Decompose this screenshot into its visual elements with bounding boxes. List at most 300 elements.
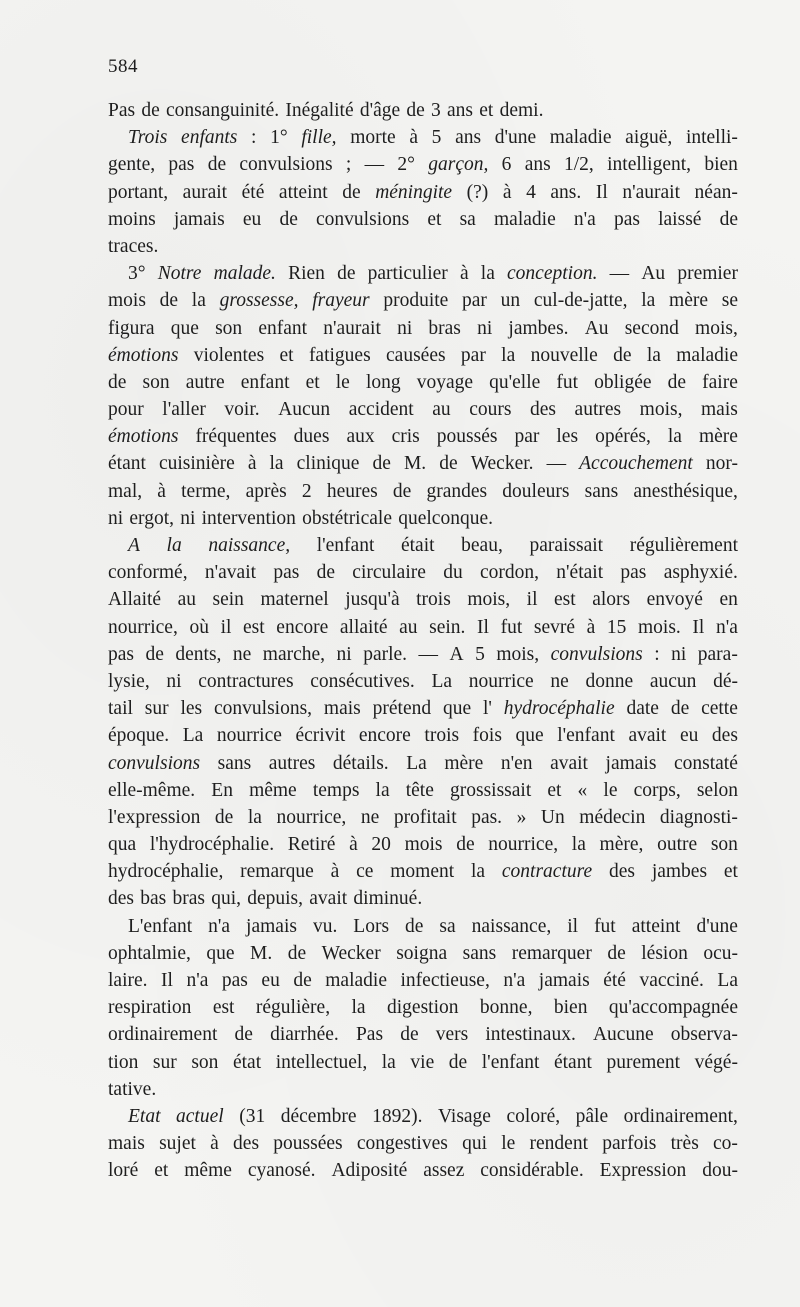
text-line	[108, 861, 738, 888]
text-word: dou-	[702, 1160, 738, 1182]
text-word: mère,	[599, 834, 644, 856]
text-word: au	[432, 399, 451, 421]
text-word: Pas	[108, 100, 136, 121]
text-line	[108, 997, 738, 1024]
text-word: ordinairement,	[623, 1105, 738, 1127]
text-word: intestinaux.	[485, 1024, 576, 1046]
text-line	[108, 127, 738, 154]
text-line	[108, 943, 738, 970]
text-word: de	[234, 1024, 253, 1046]
text-word: moment	[390, 861, 455, 883]
text-word: écrivit	[295, 725, 346, 747]
text-word: trois	[416, 589, 451, 611]
text-word: ne	[550, 670, 569, 692]
text-line	[108, 834, 738, 861]
text-word: date	[626, 698, 659, 720]
text-word: à	[502, 181, 512, 203]
text-word: la	[470, 861, 486, 883]
text-word: circulaire	[352, 562, 426, 584]
text-line	[108, 535, 738, 562]
text-word: de	[372, 453, 391, 475]
text-word: second	[624, 317, 679, 339]
text-word: purement	[606, 1051, 681, 1073]
text-word: sa	[439, 915, 456, 937]
text-word: n'a	[503, 970, 526, 991]
text-word: outre	[657, 834, 698, 856]
text-word: après	[245, 480, 287, 502]
text-word: l'expression	[108, 806, 201, 828]
text-line	[108, 644, 738, 671]
text-word: jamais	[538, 970, 590, 991]
text-word: à	[459, 263, 469, 285]
text-word: à	[586, 616, 596, 638]
text-word: de	[405, 915, 424, 937]
text-word: tail	[108, 698, 133, 720]
text-word: 15	[606, 616, 627, 638]
text-word: parle.	[363, 643, 408, 665]
text-word: à	[330, 861, 340, 883]
text-line	[108, 318, 738, 345]
text-word: les	[556, 426, 579, 448]
text-word: n'en	[500, 752, 533, 774]
text-word: loré	[108, 1160, 139, 1182]
text-word: pour	[108, 399, 144, 421]
text-word: le	[603, 779, 618, 801]
text-word: M.	[250, 942, 273, 964]
text-word: diagnosti-	[659, 806, 738, 828]
text-word: des	[530, 399, 556, 421]
text-word: contractures	[198, 670, 294, 692]
text-word: l'enfant	[316, 535, 375, 556]
text-word: nourrice,	[276, 806, 347, 828]
text-word: la	[381, 1051, 396, 1073]
text-line	[108, 154, 738, 181]
text-word: l'enfant	[481, 1051, 540, 1073]
text-word: émotions	[108, 426, 179, 448]
text-word: considérable.	[480, 1160, 584, 1182]
text-word: de	[316, 562, 336, 584]
text-word: il	[220, 616, 232, 638]
text-word: tête	[405, 779, 434, 801]
text-word: —	[609, 263, 630, 285]
text-word: elle-même.	[108, 779, 196, 801]
text-word: d'une	[494, 127, 537, 149]
text-word: nouvelle	[530, 344, 598, 366]
text-word: l'	[482, 698, 492, 720]
text-word: les	[180, 698, 203, 720]
text-word: particulier	[367, 263, 448, 285]
text-word: de	[456, 834, 475, 856]
text-word: est	[243, 616, 265, 638]
text-word: atteint	[631, 915, 681, 937]
text-word: 6	[501, 154, 512, 176]
text-word: digestion	[387, 997, 459, 1019]
text-word: fille,	[301, 127, 337, 149]
text-line	[108, 372, 738, 399]
text-word: qua	[108, 834, 137, 856]
text-word: et	[305, 371, 320, 393]
text-line	[108, 481, 738, 508]
text-word: la	[375, 779, 390, 801]
text-word: La	[406, 752, 427, 774]
text-line	[108, 970, 738, 997]
text-word: asphyxié.	[663, 562, 738, 584]
text-word: étant	[553, 1051, 592, 1073]
text-word: A	[128, 535, 140, 556]
text-word: obstétricale	[302, 507, 392, 529]
text-word: anesthésique,	[633, 480, 738, 502]
text-word: aurait	[182, 181, 228, 203]
text-word: eu	[261, 970, 280, 991]
text-word: intellectuel,	[275, 1051, 368, 1073]
page-number: 584	[108, 56, 138, 77]
text-word: nourrice	[468, 670, 534, 692]
text-word: de	[670, 698, 690, 720]
text-word: autres	[268, 752, 316, 774]
text-word: bas	[140, 888, 167, 910]
text-word: des	[711, 725, 738, 747]
text-word: méningite	[375, 181, 453, 203]
text-word: Retiré	[287, 834, 336, 856]
text-word: en	[719, 589, 738, 611]
text-word: cette	[701, 698, 738, 720]
text-word: portant,	[108, 181, 169, 203]
text-word: consanguinité.	[165, 100, 280, 121]
text-word: pas	[620, 562, 647, 584]
text-word: maladie	[325, 970, 387, 991]
text-word: clinique	[296, 453, 360, 475]
text-word: même	[249, 779, 297, 801]
text-word: Visage	[437, 1105, 491, 1127]
text-word: est	[554, 589, 576, 611]
text-word: de	[293, 970, 312, 991]
text-word: :	[654, 643, 660, 665]
text-word: trois	[424, 725, 460, 747]
text-line	[108, 1079, 738, 1106]
text-word: Lors	[353, 915, 390, 937]
text-word: sein.	[429, 616, 466, 638]
text-word: époque.	[108, 725, 170, 747]
text-word: de	[439, 453, 458, 475]
text-word: de	[719, 208, 738, 230]
text-word: Inégalité	[285, 100, 354, 121]
text-word: et	[279, 344, 294, 366]
text-word: ni	[671, 643, 687, 665]
text-word: cordon,	[479, 562, 540, 584]
text-word: voyage	[416, 371, 474, 393]
text-word: de	[141, 100, 160, 121]
text-word: Au	[641, 263, 666, 285]
text-word: produite	[383, 290, 449, 312]
text-word: consécutives.	[310, 670, 415, 692]
text-word: convulsions	[239, 154, 333, 176]
text-line	[108, 617, 738, 644]
text-word: Aucun	[278, 399, 331, 421]
text-word: la	[166, 535, 182, 556]
text-word: détails.	[332, 752, 389, 774]
text-word: par	[514, 426, 540, 448]
text-word: :	[251, 127, 257, 149]
text-word: à	[210, 1133, 219, 1155]
text-word: vers	[435, 1024, 469, 1046]
text-word: état	[232, 1051, 262, 1073]
text-word: premier	[677, 263, 738, 285]
text-word: de	[159, 290, 179, 312]
text-word: soigna	[396, 942, 448, 964]
text-word: ni	[336, 643, 352, 665]
text-word: voir.	[224, 399, 260, 421]
text-word: sans	[584, 480, 619, 502]
text-word: parfois	[602, 1133, 657, 1155]
text-word: pas	[613, 208, 640, 230]
text-word: d'âge	[359, 100, 401, 121]
text-word: causées	[386, 344, 446, 366]
text-word: Expression	[599, 1160, 687, 1182]
text-line	[108, 589, 738, 616]
text-word: remarque	[240, 861, 314, 883]
text-word: sa	[459, 208, 476, 230]
text-word: intervention	[201, 507, 296, 529]
text-word: mais	[701, 399, 738, 421]
text-word: frayeur	[312, 290, 370, 312]
text-word: et	[154, 1160, 169, 1182]
text-word: constaté	[673, 752, 738, 774]
text-word: grandes	[426, 480, 488, 502]
text-word: de	[145, 643, 164, 665]
text-word: La	[431, 670, 453, 692]
text-word: hydrocéphalie,	[108, 861, 224, 883]
text-word: aux	[346, 426, 375, 448]
text-line	[108, 1052, 738, 1079]
text-word: il	[567, 915, 579, 937]
text-word: opérés,	[595, 426, 651, 448]
text-word: été	[603, 970, 626, 991]
text-word: et	[427, 208, 442, 230]
text-word: eu	[679, 725, 699, 747]
text-word: pâle	[575, 1105, 609, 1127]
text-word: —	[546, 453, 567, 475]
text-line	[108, 345, 738, 372]
text-word: que	[206, 942, 235, 964]
text-word: qui,	[211, 888, 241, 910]
text-word: mois,	[695, 317, 738, 339]
text-word: de	[406, 100, 425, 121]
text-word: dues	[293, 426, 330, 448]
text-word: vacciné.	[639, 970, 704, 991]
text-word: Wecker.	[470, 453, 534, 475]
text-word: que	[515, 725, 544, 747]
text-word: et	[547, 779, 562, 801]
text-word: qu'elle	[489, 371, 541, 393]
text-word: la	[641, 290, 656, 312]
text-word: très	[670, 1133, 699, 1155]
text-word: par	[460, 344, 486, 366]
text-word: autres	[574, 399, 622, 421]
text-word: rendent	[529, 1133, 589, 1155]
text-line	[108, 453, 738, 480]
text-word: beau,	[461, 535, 503, 556]
text-word: convulsions	[108, 752, 201, 774]
text-word: naissance,	[471, 915, 552, 937]
text-word: jambes	[651, 861, 708, 883]
text-word: 1/2,	[564, 154, 594, 176]
text-word: corps,	[633, 779, 681, 801]
text-word: diarrhée.	[270, 1024, 339, 1046]
text-word: était	[400, 535, 435, 556]
text-line	[108, 725, 738, 752]
text-word: depuis,	[247, 888, 304, 910]
text-word: de	[207, 154, 227, 176]
text-word: 5	[431, 127, 442, 149]
text-word: qui	[462, 1133, 487, 1155]
text-word: —	[418, 643, 439, 665]
text-word: gente,	[108, 154, 156, 176]
text-line	[108, 1024, 738, 1051]
text-word: maternel	[260, 589, 329, 611]
text-word: M.	[403, 453, 427, 475]
text-word: la	[191, 290, 206, 312]
text-word: à	[247, 453, 257, 475]
text-word: contracture	[501, 861, 593, 883]
text-word: vie	[410, 1051, 435, 1073]
text-word: Trois	[128, 127, 168, 149]
text-line	[108, 1160, 738, 1187]
text-word: garçon,	[428, 154, 489, 176]
text-word: de	[392, 480, 412, 502]
text-word: —	[364, 154, 385, 176]
text-word: nourrice,	[488, 834, 559, 856]
text-word: qu'accompagnée	[608, 997, 738, 1019]
text-word: ni	[397, 317, 413, 339]
text-word: régulière,	[255, 997, 331, 1019]
text-word: conception.	[507, 263, 598, 285]
text-word: néan-	[694, 181, 738, 203]
text-word: hydrocéphalie	[503, 698, 615, 720]
text-word: son	[215, 317, 243, 339]
text-word: fois	[472, 725, 502, 747]
text-word: bras	[172, 888, 205, 910]
text-word: morte	[350, 127, 396, 149]
text-word: malade.	[213, 263, 276, 285]
text-word: la	[571, 834, 586, 856]
text-word: enfant	[240, 371, 290, 393]
text-word: cul-de-jatte,	[533, 290, 628, 312]
text-word: de	[667, 371, 687, 393]
text-word: dents,	[175, 643, 222, 665]
text-word: se	[721, 290, 738, 312]
text-word: de	[214, 806, 234, 828]
text-word: pas	[221, 970, 248, 991]
text-word: de	[607, 942, 626, 964]
text-line	[108, 698, 738, 725]
text-line	[108, 753, 738, 780]
text-line	[108, 508, 738, 535]
text-line	[108, 888, 738, 915]
text-word: mère	[444, 752, 484, 774]
text-word: lésion	[641, 942, 688, 964]
text-word: mal,	[108, 480, 143, 502]
text-word: cuisinière	[158, 453, 235, 475]
text-word: ni	[166, 670, 182, 692]
text-word: ordinairement	[108, 1024, 218, 1046]
text-word: 3°	[128, 263, 146, 285]
text-word: poussés	[436, 426, 498, 448]
text-word: que	[442, 698, 472, 720]
text-word: 4	[526, 181, 536, 203]
text-word: 3	[431, 100, 441, 121]
text-word: avait	[550, 752, 588, 774]
text-word: la	[247, 806, 262, 828]
text-word: ;	[345, 154, 352, 176]
text-word: à	[157, 480, 166, 502]
text-word: l'enfant	[557, 725, 615, 747]
text-word: fut	[594, 915, 616, 937]
text-word: au	[177, 589, 196, 611]
text-word: l'hydrocéphalie.	[149, 834, 275, 856]
text-word: jambes.	[508, 317, 569, 339]
text-word: long	[365, 371, 401, 393]
text-word: »	[516, 806, 527, 828]
text-word: para-	[697, 643, 738, 665]
text-word: végé-	[694, 1051, 738, 1073]
text-word: que	[170, 317, 199, 339]
body-text	[108, 100, 738, 1188]
text-word: encore	[276, 616, 329, 638]
text-word: n'était	[556, 562, 604, 584]
text-word: temps	[312, 779, 360, 801]
text-word: fut	[556, 371, 579, 393]
text-word: allaité	[339, 616, 388, 638]
text-word: de	[400, 1024, 419, 1046]
text-word: 1°	[270, 127, 288, 149]
text-word: n'a	[208, 915, 231, 937]
text-word: naissance,	[208, 535, 291, 556]
text-word: Adiposité	[331, 1160, 408, 1182]
text-line	[108, 1106, 738, 1133]
text-word: des	[608, 861, 635, 883]
text-word: ne	[232, 643, 252, 665]
text-line	[108, 100, 738, 127]
text-word: bien	[553, 997, 588, 1019]
text-word: douleurs	[502, 480, 570, 502]
text-word: à	[349, 834, 358, 856]
text-word: tative.	[108, 1078, 157, 1100]
text-word: Il	[692, 616, 705, 638]
text-word: alors	[592, 589, 631, 611]
text-word: Aucune	[592, 1024, 654, 1046]
text-word: ni	[180, 507, 196, 529]
text-word: mois	[108, 290, 146, 312]
text-word: bonne,	[479, 997, 533, 1019]
text-word: Au	[584, 317, 609, 339]
text-word: vu.	[312, 915, 338, 937]
text-line	[108, 399, 738, 426]
text-word: le	[335, 371, 350, 393]
text-word: ocu-	[703, 942, 738, 964]
text-word: ni	[108, 507, 124, 529]
text-word: au	[399, 616, 418, 638]
text-word: fut	[500, 616, 523, 638]
text-word: jamais	[605, 752, 657, 774]
text-word: mère	[698, 426, 738, 448]
text-word: eu	[242, 208, 262, 230]
text-word: bras	[428, 317, 461, 339]
text-word: laissé	[658, 208, 702, 230]
text-line	[108, 182, 738, 209]
text-word: grossesse,	[219, 290, 299, 312]
text-word: de	[108, 371, 127, 393]
text-word: donne	[585, 670, 634, 692]
